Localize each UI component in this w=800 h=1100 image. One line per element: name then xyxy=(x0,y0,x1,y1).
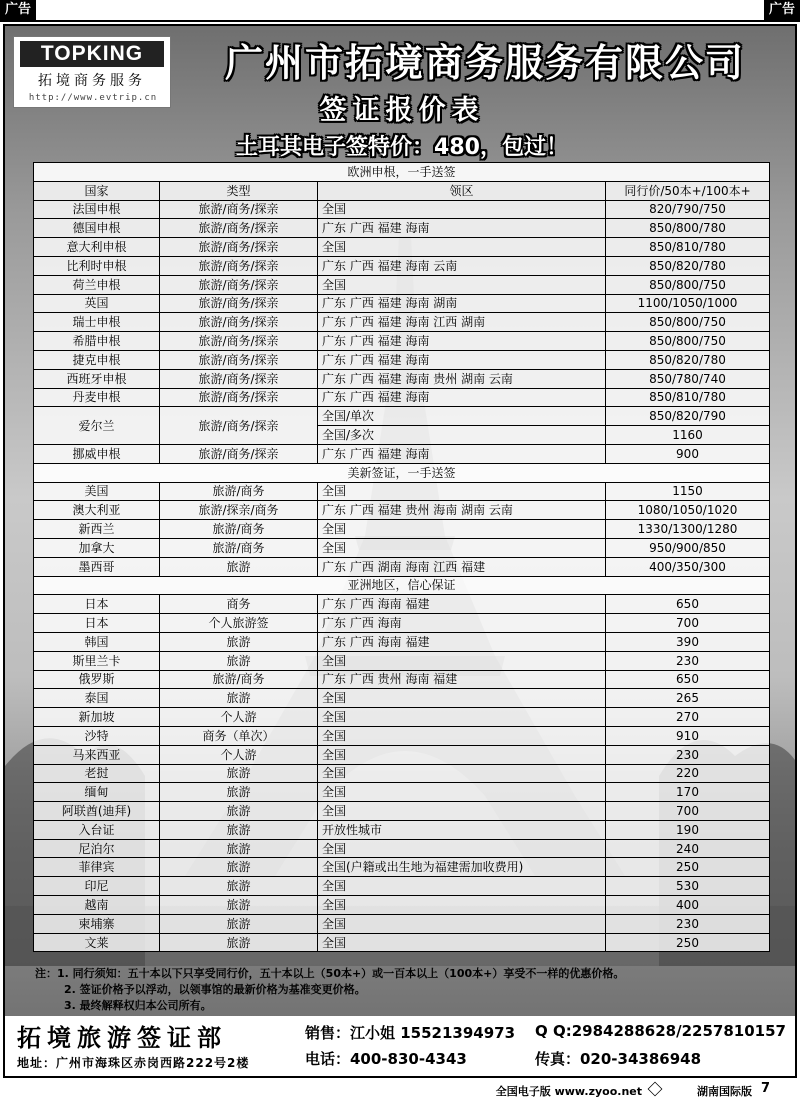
price-cell: 270 xyxy=(606,708,770,727)
price-cell: 850/820/790 xyxy=(606,407,770,426)
table-row xyxy=(34,557,770,576)
country-cell: 马来西亚 xyxy=(34,745,160,764)
region-cell: 全国 xyxy=(318,689,606,708)
section-title: 美新签证，一手送签 xyxy=(34,463,770,482)
type-cell: 旅游 xyxy=(160,896,318,915)
country-cell: 老挝 xyxy=(34,764,160,783)
region-cell: 广东 广西 海南 福建 xyxy=(318,632,606,651)
price-cell: 850/800/780 xyxy=(606,219,770,238)
type-cell: 旅游/商务/探亲 xyxy=(160,388,318,407)
type-cell: 旅游/商务/探亲 xyxy=(160,332,318,351)
region-cell: 全国 xyxy=(318,538,606,557)
page-title: 签证报价表 xyxy=(319,95,485,126)
country-cell: 泰国 xyxy=(34,689,160,708)
country-cell: 印尼 xyxy=(34,877,160,896)
type-cell: 旅游 xyxy=(160,839,318,858)
table-row xyxy=(34,200,770,219)
country-cell: 日本 xyxy=(34,595,160,614)
region-cell: 全国 xyxy=(318,708,606,727)
advertisement-frame xyxy=(3,24,797,1078)
country-cell: 捷克申根 xyxy=(34,350,160,369)
type-cell: 旅游 xyxy=(160,689,318,708)
price-cell: 700 xyxy=(606,614,770,633)
ad-label-left: 广告 xyxy=(0,0,36,20)
company-name: 广州市拓境商务服务有限公司 xyxy=(224,41,745,85)
price-cell: 650 xyxy=(606,670,770,689)
region-cell: 全国 xyxy=(318,877,606,896)
price-cell: 250 xyxy=(606,858,770,877)
qq-contact: Q Q:2984288628/2257810157 xyxy=(535,1022,786,1040)
type-cell: 旅游 xyxy=(160,933,318,952)
table-row xyxy=(34,745,770,764)
price-cell: 1100/1050/1000 xyxy=(606,294,770,313)
country-cell: 荷兰申根 xyxy=(34,275,160,294)
region-cell: 全国 xyxy=(318,275,606,294)
table-row xyxy=(34,294,770,313)
country-cell: 俄罗斯 xyxy=(34,670,160,689)
section-title: 亚洲地区，信心保证 xyxy=(34,576,770,595)
region-cell: 广东 广西 福建 海南 云南 xyxy=(318,256,606,275)
type-cell: 商务（单次） xyxy=(160,726,318,745)
type-cell: 旅游 xyxy=(160,764,318,783)
price-cell: 850/820/780 xyxy=(606,350,770,369)
table-row xyxy=(34,651,770,670)
table-row xyxy=(34,914,770,933)
type-cell: 旅游/商务/探亲 xyxy=(160,200,318,219)
country-cell: 入台证 xyxy=(34,820,160,839)
region-cell: 全国 xyxy=(318,914,606,933)
section-header-row xyxy=(34,163,770,182)
table-row xyxy=(34,896,770,915)
table-row xyxy=(34,369,770,388)
region-cell: 全国 xyxy=(318,839,606,858)
table-row xyxy=(34,520,770,539)
price-cell: 850/820/780 xyxy=(606,256,770,275)
price-cell: 190 xyxy=(606,820,770,839)
type-cell: 旅游 xyxy=(160,557,318,576)
note-line: 注：1. 同行须知：五十本以下只享受同行价，五十本以上（50本+）或一百本以上（100本+）享受不一样的优惠价格。 xyxy=(35,967,625,980)
column-header: 国家 xyxy=(34,181,160,200)
price-cell: 240 xyxy=(606,839,770,858)
country-cell: 希腊申根 xyxy=(34,332,160,351)
region-cell: 全国 xyxy=(318,482,606,501)
price-cell: 1160 xyxy=(606,426,770,445)
type-cell: 旅游 xyxy=(160,858,318,877)
price-cell: 850/800/750 xyxy=(606,313,770,332)
region-cell: 全国/单次 xyxy=(318,407,606,426)
country-cell: 墨西哥 xyxy=(34,557,160,576)
price-cell: 850/810/780 xyxy=(606,388,770,407)
type-cell: 旅游/商务/探亲 xyxy=(160,294,318,313)
country-cell: 意大利申根 xyxy=(34,238,160,257)
region-cell: 全国 xyxy=(318,200,606,219)
price-cell: 1080/1050/1020 xyxy=(606,501,770,520)
country-cell: 澳大利亚 xyxy=(34,501,160,520)
visa-price-table xyxy=(33,162,770,952)
type-cell: 个人旅游签 xyxy=(160,614,318,633)
region-cell: 广东 广西 海南 xyxy=(318,614,606,633)
table-row xyxy=(34,933,770,952)
country-cell: 法国申根 xyxy=(34,200,160,219)
price-cell: 230 xyxy=(606,914,770,933)
table-row xyxy=(34,407,770,426)
logo-url: http://www.evtrip.cn xyxy=(28,93,158,103)
price-cell: 220 xyxy=(606,764,770,783)
price-cell: 850/780/740 xyxy=(606,369,770,388)
region-cell: 开放性城市 xyxy=(318,820,606,839)
region-cell: 全国 xyxy=(318,726,606,745)
promo-banner: 土耳其电子签特价：480，包过！ xyxy=(236,135,568,160)
table-row xyxy=(34,764,770,783)
type-cell: 旅游/商务 xyxy=(160,482,318,501)
region-cell: 全国/多次 xyxy=(318,426,606,445)
table-row xyxy=(34,501,770,520)
country-cell: 西班牙申根 xyxy=(34,369,160,388)
table-row xyxy=(34,444,770,463)
price-cell: 230 xyxy=(606,651,770,670)
table-row xyxy=(34,839,770,858)
type-cell: 个人游 xyxy=(160,708,318,727)
region-cell: 广东 广西 福建 海南 xyxy=(318,219,606,238)
region-cell: 全国 xyxy=(318,651,606,670)
price-cell: 400/350/300 xyxy=(606,557,770,576)
region-cell: 全国 xyxy=(318,764,606,783)
column-header: 领区 xyxy=(318,181,606,200)
column-header: 同行价/50本+/100本+ xyxy=(606,181,770,200)
region-cell: 全国 xyxy=(318,520,606,539)
country-cell: 加拿大 xyxy=(34,538,160,557)
type-cell: 旅游/商务/探亲 xyxy=(160,256,318,275)
type-cell: 旅游/商务 xyxy=(160,670,318,689)
table-row xyxy=(34,388,770,407)
price-cell: 1330/1300/1280 xyxy=(606,520,770,539)
type-cell: 旅游/商务 xyxy=(160,520,318,539)
price-cell: 820/790/750 xyxy=(606,200,770,219)
type-cell: 旅游/商务/探亲 xyxy=(160,369,318,388)
price-cell: 1150 xyxy=(606,482,770,501)
region-cell: 全国 xyxy=(318,802,606,821)
price-cell: 900 xyxy=(606,444,770,463)
type-cell: 旅游/商务/探亲 xyxy=(160,313,318,332)
section-header-row xyxy=(34,463,770,482)
table-row xyxy=(34,820,770,839)
table-row xyxy=(34,538,770,557)
country-cell: 比利时申根 xyxy=(34,256,160,275)
country-cell: 新西兰 xyxy=(34,520,160,539)
table-row xyxy=(34,332,770,351)
type-cell: 旅游 xyxy=(160,820,318,839)
page-number: 7 xyxy=(760,1081,770,1096)
publication-edition: 湖南国际版 xyxy=(697,1085,752,1098)
table-header-row xyxy=(34,181,770,200)
table-row xyxy=(34,350,770,369)
price-cell: 170 xyxy=(606,783,770,802)
type-cell: 旅游 xyxy=(160,651,318,670)
country-cell: 阿联酋(迪拜) xyxy=(34,802,160,821)
price-cell: 530 xyxy=(606,877,770,896)
type-cell: 旅游/商务/探亲 xyxy=(160,238,318,257)
table-row xyxy=(34,275,770,294)
note-line: 3. 最终解释权归本公司所有。 xyxy=(64,999,212,1012)
type-cell: 旅游/商务/探亲 xyxy=(160,407,318,445)
region-cell: 广东 广西 福建 海南 江西 湖南 xyxy=(318,313,606,332)
table-row xyxy=(34,632,770,651)
country-cell: 德国申根 xyxy=(34,219,160,238)
region-cell: 全国 xyxy=(318,783,606,802)
region-cell: 广东 广西 福建 海南 xyxy=(318,350,606,369)
type-cell: 商务 xyxy=(160,595,318,614)
type-cell: 旅游 xyxy=(160,632,318,651)
price-cell: 400 xyxy=(606,896,770,915)
price-cell: 910 xyxy=(606,726,770,745)
logo-chinese-name: 拓境商务服务 xyxy=(38,73,146,89)
region-cell: 全国 xyxy=(318,238,606,257)
table-row xyxy=(34,219,770,238)
section-header-row xyxy=(34,576,770,595)
table-row xyxy=(34,689,770,708)
country-cell: 柬埔寨 xyxy=(34,914,160,933)
type-cell: 旅游/商务 xyxy=(160,538,318,557)
price-cell: 850/800/750 xyxy=(606,275,770,294)
country-cell: 瑞士申根 xyxy=(34,313,160,332)
price-cell: 250 xyxy=(606,933,770,952)
price-cell: 950/900/850 xyxy=(606,538,770,557)
country-cell: 文莱 xyxy=(34,933,160,952)
country-cell: 尼泊尔 xyxy=(34,839,160,858)
price-cell: 390 xyxy=(606,632,770,651)
price-cell: 850/810/780 xyxy=(606,238,770,257)
region-cell: 广东 广西 福建 海南 xyxy=(318,444,606,463)
ad-label-right: 广告 xyxy=(764,0,800,20)
sales-contact: 销售：江小姐 15521394973 xyxy=(305,1024,516,1042)
table-row xyxy=(34,858,770,877)
type-cell: 旅游/商务/探亲 xyxy=(160,275,318,294)
type-cell: 旅游/商务/探亲 xyxy=(160,219,318,238)
price-cell: 230 xyxy=(606,745,770,764)
table-row xyxy=(34,670,770,689)
address: 地址：广州市海珠区赤岗西路222号2楼 xyxy=(17,1056,250,1070)
type-cell: 个人游 xyxy=(160,745,318,764)
region-cell: 全国 xyxy=(318,745,606,764)
country-cell: 菲律宾 xyxy=(34,858,160,877)
region-cell: 广东 广西 福建 海南 xyxy=(318,388,606,407)
region-cell: 广东 广西 海南 福建 xyxy=(318,595,606,614)
table-row xyxy=(34,256,770,275)
notes xyxy=(35,966,775,1014)
price-cell: 265 xyxy=(606,689,770,708)
region-cell: 全国 xyxy=(318,896,606,915)
column-header: 类型 xyxy=(160,181,318,200)
department-name: 拓境旅游签证部 xyxy=(17,1023,227,1052)
publication-logo-icon xyxy=(648,1082,663,1097)
region-cell: 广东 广西 福建 贵州 海南 湖南 云南 xyxy=(318,501,606,520)
country-cell: 丹麦申根 xyxy=(34,388,160,407)
table-row xyxy=(34,877,770,896)
type-cell: 旅游 xyxy=(160,877,318,896)
region-cell: 广东 广西 福建 海南 贵州 湖南 云南 xyxy=(318,369,606,388)
table-row xyxy=(34,802,770,821)
country-cell: 缅甸 xyxy=(34,783,160,802)
region-cell: 全国(户籍或出生地为福建需加收费用) xyxy=(318,858,606,877)
country-cell: 沙特 xyxy=(34,726,160,745)
fax: 传真：020-34386948 xyxy=(535,1050,702,1068)
table-row xyxy=(34,313,770,332)
table-row xyxy=(34,238,770,257)
type-cell: 旅游 xyxy=(160,914,318,933)
ad-strip xyxy=(0,0,800,22)
page-footer xyxy=(0,1080,800,1100)
region-cell: 广东 广西 福建 海南 湖南 xyxy=(318,294,606,313)
table-row xyxy=(34,595,770,614)
country-cell: 斯里兰卡 xyxy=(34,651,160,670)
region-cell: 广东 广西 贵州 海南 福建 xyxy=(318,670,606,689)
contact-footer xyxy=(5,1016,797,1078)
type-cell: 旅游/商务/探亲 xyxy=(160,444,318,463)
publication-site: 全国电子版 www.zyoo.net xyxy=(495,1085,642,1098)
country-cell: 美国 xyxy=(34,482,160,501)
type-cell: 旅游/商务/探亲 xyxy=(160,350,318,369)
region-cell: 广东 广西 湖南 海南 江西 福建 xyxy=(318,557,606,576)
type-cell: 旅游/探亲/商务 xyxy=(160,501,318,520)
table-row xyxy=(34,482,770,501)
table-row xyxy=(34,614,770,633)
price-cell: 850/800/750 xyxy=(606,332,770,351)
note-line: 2. 签证价格予以浮动，以领事馆的最新价格为基准变更价格。 xyxy=(64,983,366,996)
country-cell: 日本 xyxy=(34,614,160,633)
country-cell: 爱尔兰 xyxy=(34,407,160,445)
type-cell: 旅游 xyxy=(160,783,318,802)
country-cell: 挪威申根 xyxy=(34,444,160,463)
country-cell: 韩国 xyxy=(34,632,160,651)
country-cell: 英国 xyxy=(34,294,160,313)
country-cell: 新加坡 xyxy=(34,708,160,727)
type-cell: 旅游 xyxy=(160,802,318,821)
logo-wordmark: TOPKING xyxy=(20,41,164,67)
table-row xyxy=(34,726,770,745)
table-row xyxy=(34,783,770,802)
price-cell: 650 xyxy=(606,595,770,614)
region-cell: 全国 xyxy=(318,933,606,952)
table-row xyxy=(34,708,770,727)
country-cell: 越南 xyxy=(34,896,160,915)
section-title: 欧洲申根，一手送签 xyxy=(34,163,770,182)
telephone: 电话：400-830-4343 xyxy=(305,1050,467,1068)
price-cell: 700 xyxy=(606,802,770,821)
region-cell: 广东 广西 福建 海南 xyxy=(318,332,606,351)
